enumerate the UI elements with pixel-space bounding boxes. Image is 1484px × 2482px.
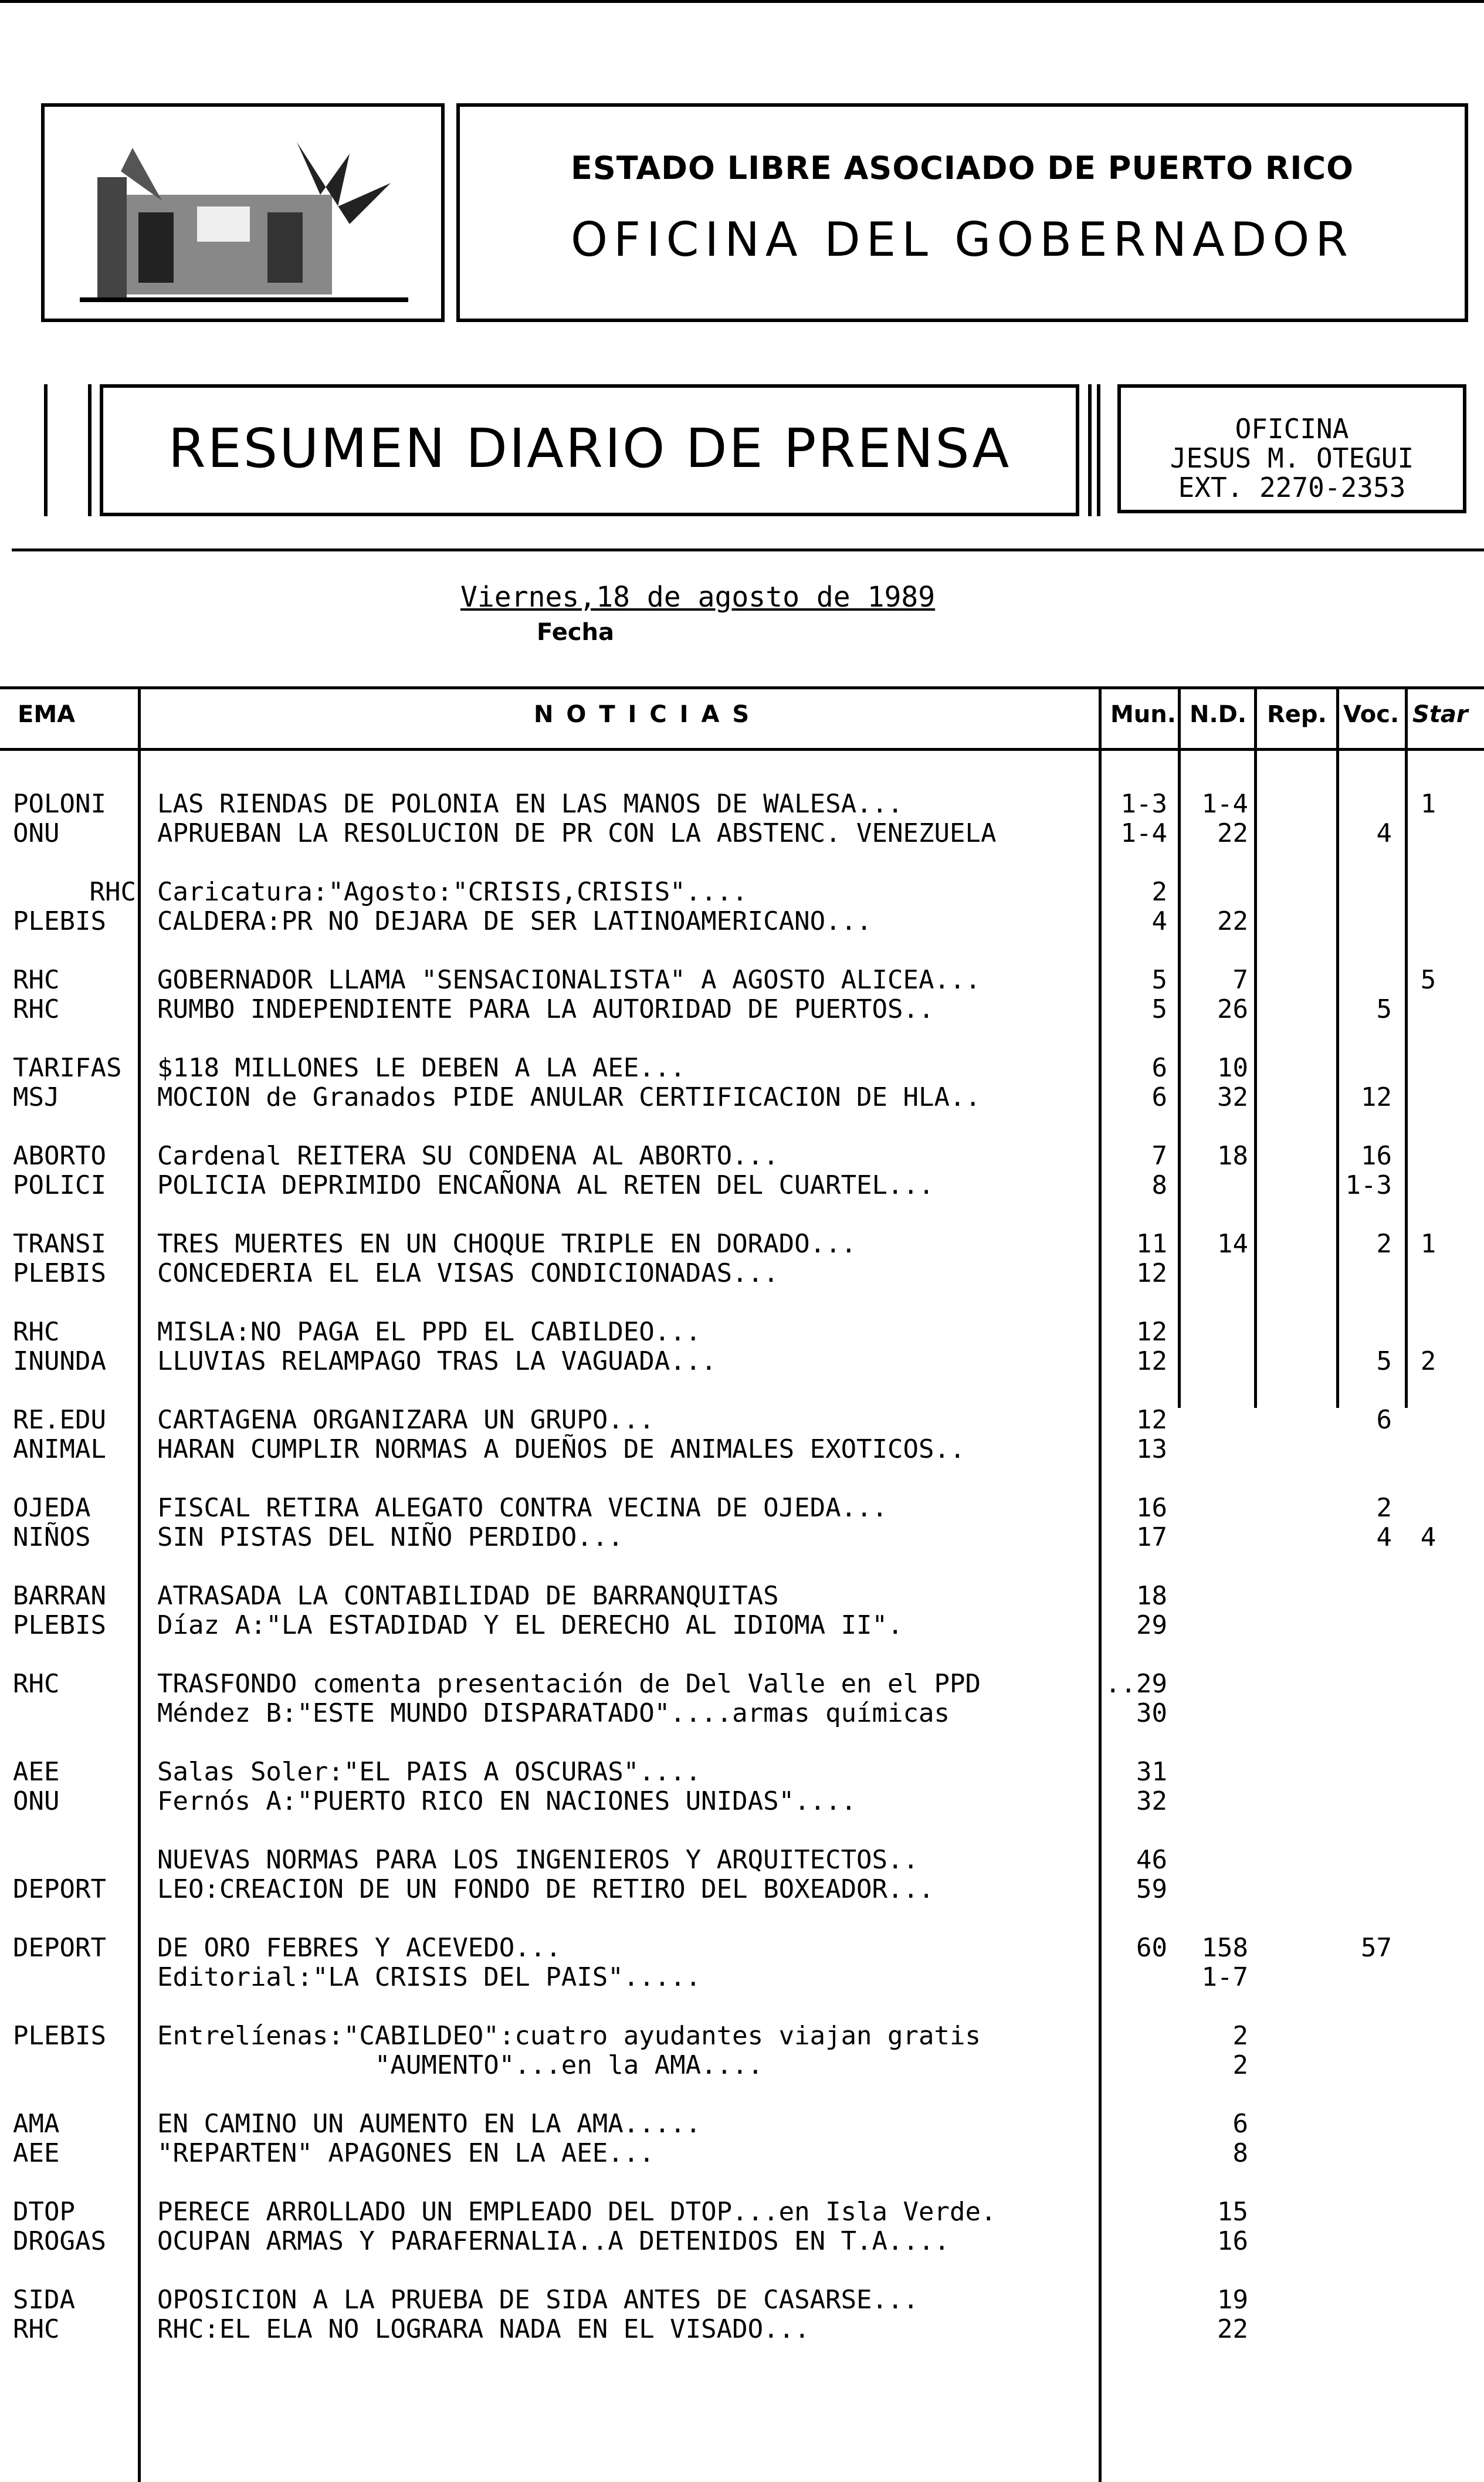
table-row bbox=[0, 1581, 1484, 1611]
voc-page-cell: 2 bbox=[1376, 1493, 1392, 1523]
mun-page-cell: 12 bbox=[1136, 1317, 1167, 1347]
tema-cell: NIÑOS bbox=[13, 1522, 91, 1552]
table-row bbox=[0, 1493, 1484, 1523]
mun-page-cell: 32 bbox=[1136, 1786, 1167, 1816]
star-page-cell: 5 bbox=[1420, 965, 1436, 995]
table-row bbox=[0, 2314, 1484, 2344]
table-row bbox=[0, 2138, 1484, 2168]
table-row bbox=[0, 2285, 1484, 2315]
headline-cell: TRES MUERTES EN UN CHOQUE TRIPLE EN DORADO... bbox=[157, 1229, 857, 1259]
tema-cell: AEE bbox=[13, 2138, 60, 2168]
tema-cell: OJEDA bbox=[13, 1493, 91, 1523]
headline-cell: "AUMENTO"...en la AMA.... bbox=[157, 2050, 764, 2080]
headline-cell: Fernós A:"PUERTO RICO EN NACIONES UNIDAS".... bbox=[157, 1786, 857, 1816]
banner-bar-left-2 bbox=[88, 384, 92, 516]
tema-cell: AMA bbox=[13, 2109, 60, 2139]
headline-cell: PERECE ARROLLADO UN EMPLEADO DEL DTOP...en Isla Verde. bbox=[157, 2197, 997, 2227]
table-row bbox=[0, 1053, 1484, 1083]
office-line-2: JESUS M. OTEGUI bbox=[1170, 442, 1414, 474]
top-rule bbox=[0, 0, 1484, 3]
voc-page-cell: 4 bbox=[1376, 818, 1392, 848]
seal-image-box bbox=[41, 103, 445, 322]
table-row bbox=[0, 1757, 1484, 1787]
nd-page-cell: 6 bbox=[1232, 2109, 1248, 2139]
mun-page-cell: 18 bbox=[1136, 1581, 1167, 1611]
date-label: Fecha bbox=[537, 619, 615, 646]
separator-rule bbox=[12, 548, 1484, 551]
nd-page-cell: 2 bbox=[1232, 2021, 1248, 2051]
nd-page-cell: 7 bbox=[1232, 965, 1248, 995]
voc-page-cell: 5 bbox=[1376, 994, 1392, 1024]
mun-page-cell: 6 bbox=[1151, 1053, 1167, 1083]
banner-bar-right-1 bbox=[1088, 384, 1092, 516]
banner-title: RESUMEN DIARIO DE PRENSA bbox=[168, 417, 1011, 480]
office-line-3: EXT. 2270-2353 bbox=[1178, 472, 1406, 503]
tema-cell: PLEBIS bbox=[13, 1258, 106, 1288]
headline-cell: CONCEDERIA EL ELA VISAS CONDICIONADAS... bbox=[157, 1258, 779, 1288]
building-photo-icon bbox=[45, 107, 441, 319]
date-value: Viernes,18 de agosto de 1989 bbox=[460, 581, 936, 614]
headline-cell: HARAN CUMPLIR NORMAS A DUEÑOS DE ANIMALES EXOTICOS.. bbox=[157, 1434, 965, 1464]
nd-page-cell: 2 bbox=[1232, 2050, 1248, 2080]
tema-cell: ONU bbox=[13, 818, 60, 848]
mun-page-cell: 60 bbox=[1136, 1933, 1167, 1963]
office-box bbox=[1117, 384, 1466, 513]
headline-cell: FISCAL RETIRA ALEGATO CONTRA VECINA DE OJEDA... bbox=[157, 1493, 888, 1523]
tema-cell: PLEBIS bbox=[13, 1610, 106, 1640]
headline-cell: SIN PISTAS DEL NIÑO PERDIDO... bbox=[157, 1522, 624, 1552]
tema-cell: POLICI bbox=[13, 1170, 106, 1200]
headline-cell: NUEVAS NORMAS PARA LOS INGENIEROS Y ARQUITECTOS.. bbox=[157, 1845, 919, 1875]
tema-cell: RHC bbox=[13, 994, 60, 1024]
tema-cell: RHC bbox=[13, 1317, 60, 1347]
mun-page-cell: 7 bbox=[1151, 1141, 1167, 1171]
header-line-1: ESTADO LIBRE ASOCIADO DE PUERTO RICO bbox=[570, 150, 1354, 187]
headline-cell: OCUPAN ARMAS Y PARAFERNALIA..A DETENIDOS EN T.A.... bbox=[157, 2226, 950, 2256]
headline-cell: RUMBO INDEPENDIENTE PARA LA AUTORIDAD DE PUERTOS.. bbox=[157, 994, 934, 1024]
nd-page-cell: 19 bbox=[1217, 2285, 1248, 2315]
mun-page-cell: 4 bbox=[1151, 906, 1167, 936]
table-row bbox=[0, 2226, 1484, 2256]
headline-cell: RHC:EL ELA NO LOGRARA NADA EN EL VISADO... bbox=[157, 2314, 810, 2344]
mun-page-cell: 30 bbox=[1136, 1698, 1167, 1728]
tema-cell: DTOP bbox=[13, 2197, 75, 2227]
nd-page-cell: 22 bbox=[1217, 818, 1248, 848]
table-row bbox=[0, 818, 1484, 848]
nd-page-cell: 22 bbox=[1217, 2314, 1248, 2344]
headline-cell: "REPARTEN" APAGONES EN LA AEE... bbox=[157, 2138, 655, 2168]
table-top-rule bbox=[0, 686, 1484, 689]
headline-cell: $118 MILLONES LE DEBEN A LA AEE... bbox=[157, 1053, 686, 1083]
table-row bbox=[0, 2050, 1484, 2080]
header-line-2: OFICINA DEL GOBERNADOR bbox=[571, 212, 1354, 267]
nd-page-cell: 14 bbox=[1217, 1229, 1248, 1259]
headline-cell: CARTAGENA ORGANIZARA UN GRUPO... bbox=[157, 1405, 655, 1435]
tema-cell: ONU bbox=[13, 1786, 60, 1816]
headline-cell: Entrelíenas:"CABILDEO":cuatro ayudantes viajan gratis bbox=[157, 2021, 981, 2051]
table-row bbox=[0, 1698, 1484, 1728]
tema-cell: SIDA bbox=[13, 2285, 75, 2315]
tema-cell: RHC bbox=[89, 877, 136, 907]
table-row bbox=[0, 1669, 1484, 1699]
nd-page-cell: 158 bbox=[1201, 1933, 1248, 1963]
headline-cell: MOCION de Granados PIDE ANULAR CERTIFICACION DE HLA.. bbox=[157, 1082, 981, 1112]
table-row bbox=[0, 1405, 1484, 1435]
table-row bbox=[0, 2197, 1484, 2227]
table-row bbox=[0, 1317, 1484, 1347]
headline-cell: Editorial:"LA CRISIS DEL PAIS"..... bbox=[157, 1962, 702, 1992]
headline-cell: LLUVIAS RELAMPAGO TRAS LA VAGUADA... bbox=[157, 1346, 717, 1376]
tema-cell: ABORTO bbox=[13, 1141, 106, 1171]
table-row bbox=[0, 789, 1484, 819]
tema-cell: DEPORT bbox=[13, 1933, 106, 1963]
table-head-rule bbox=[0, 748, 1484, 751]
table-row bbox=[0, 1346, 1484, 1376]
tema-cell: RHC bbox=[13, 1669, 60, 1699]
mun-page-cell: 11 bbox=[1136, 1229, 1167, 1259]
mun-page-cell: 5 bbox=[1151, 965, 1167, 995]
headline-cell: DE ORO FEBRES Y ACEVEDO... bbox=[157, 1933, 561, 1963]
table-row bbox=[0, 1229, 1484, 1259]
headline-cell: Caricatura:"Agosto:"CRISIS,CRISIS".... bbox=[157, 877, 748, 907]
voc-page-cell: 4 bbox=[1376, 1522, 1392, 1552]
tema-cell: TRANSI bbox=[13, 1229, 106, 1259]
table-row bbox=[0, 1610, 1484, 1640]
column-header-mun: Mun. bbox=[1110, 701, 1176, 728]
mun-page-cell: 12 bbox=[1136, 1405, 1167, 1435]
banner-bar-left-1 bbox=[44, 384, 48, 516]
table-row bbox=[0, 965, 1484, 995]
column-header-voc: Voc. bbox=[1343, 701, 1400, 728]
tema-cell: BARRAN bbox=[13, 1581, 106, 1611]
table-row bbox=[0, 1170, 1484, 1200]
tema-cell: AEE bbox=[13, 1757, 60, 1787]
headline-cell: ATRASADA LA CONTABILIDAD DE BARRANQUITAS bbox=[157, 1581, 779, 1611]
column-header-nd: N.D. bbox=[1190, 701, 1247, 728]
headline-cell: GOBERNADOR LLAMA "SENSACIONALISTA" A AGOSTO ALICEA... bbox=[157, 965, 981, 995]
table-row bbox=[0, 1786, 1484, 1816]
office-line-1: OFICINA bbox=[1235, 413, 1349, 445]
headline-cell: CALDERA:PR NO DEJARA DE SER LATINOAMERICANO... bbox=[157, 906, 872, 936]
nd-page-cell: 16 bbox=[1217, 2226, 1248, 2256]
mun-page-cell: 59 bbox=[1136, 1874, 1167, 1904]
voc-page-cell: 2 bbox=[1376, 1229, 1392, 1259]
tema-cell: MSJ bbox=[13, 1082, 60, 1112]
tema-cell: RHC bbox=[13, 2314, 60, 2344]
table-row bbox=[0, 1522, 1484, 1552]
nd-page-cell: 1-4 bbox=[1201, 789, 1248, 819]
headline-cell: EN CAMINO UN AUMENTO EN LA AMA..... bbox=[157, 2109, 702, 2139]
tema-cell: RE.EDU bbox=[13, 1405, 106, 1435]
mun-page-cell: 29 bbox=[1136, 1610, 1167, 1640]
mun-page-cell: 1-4 bbox=[1120, 818, 1167, 848]
tema-cell: PLEBIS bbox=[13, 2021, 106, 2051]
tema-cell: PLEBIS bbox=[13, 906, 106, 936]
headline-cell: OPOSICION A LA PRUEBA DE SIDA ANTES DE CASARSE... bbox=[157, 2285, 919, 2315]
table-row bbox=[0, 1141, 1484, 1171]
column-header-noticias: N O T I C I A S bbox=[534, 701, 752, 728]
voc-page-cell: 12 bbox=[1361, 1082, 1392, 1112]
mun-page-cell: 16 bbox=[1136, 1493, 1167, 1523]
tema-cell: TARIFAS bbox=[13, 1053, 122, 1083]
table-row bbox=[0, 1258, 1484, 1288]
table-row bbox=[0, 1434, 1484, 1464]
table-row bbox=[0, 877, 1484, 907]
table-row bbox=[0, 906, 1484, 936]
star-page-cell: 2 bbox=[1420, 1346, 1436, 1376]
mun-page-cell: 6 bbox=[1151, 1082, 1167, 1112]
column-header-tema: EMA bbox=[18, 701, 76, 728]
nd-page-cell: 26 bbox=[1217, 994, 1248, 1024]
table-row bbox=[0, 2021, 1484, 2051]
mun-page-cell: 2 bbox=[1151, 877, 1167, 907]
tema-cell: POLONI bbox=[13, 789, 106, 819]
headline-cell: TRASFONDO comenta presentación de Del Valle en el PPD bbox=[157, 1669, 981, 1699]
headline-cell: Salas Soler:"EL PAIS A OSCURAS".... bbox=[157, 1757, 702, 1787]
headline-cell: Cardenal REITERA SU CONDENA AL ABORTO... bbox=[157, 1141, 779, 1171]
table-row bbox=[0, 1874, 1484, 1904]
table-row bbox=[0, 2109, 1484, 2139]
mun-page-cell: 12 bbox=[1136, 1346, 1167, 1376]
mun-page-cell: ..29 bbox=[1105, 1669, 1167, 1699]
nd-page-cell: 8 bbox=[1232, 2138, 1248, 2168]
mun-page-cell: 17 bbox=[1136, 1522, 1167, 1552]
star-page-cell: 1 bbox=[1420, 1229, 1436, 1259]
nd-page-cell: 15 bbox=[1217, 2197, 1248, 2227]
voc-page-cell: 16 bbox=[1361, 1141, 1392, 1171]
tema-cell: ANIMAL bbox=[13, 1434, 106, 1464]
headline-cell: APRUEBAN LA RESOLUCION DE PR CON LA ABSTENC. VENEZUELA bbox=[157, 818, 997, 848]
column-header-star: Star bbox=[1412, 701, 1468, 728]
headline-cell: POLICIA DEPRIMIDO ENCAÑONA AL RETEN DEL CUARTEL... bbox=[157, 1170, 934, 1200]
mun-page-cell: 46 bbox=[1136, 1845, 1167, 1875]
headline-cell: MISLA:NO PAGA EL PPD EL CABILDEO... bbox=[157, 1317, 702, 1347]
tema-cell: RHC bbox=[13, 965, 60, 995]
mun-page-cell: 13 bbox=[1136, 1434, 1167, 1464]
voc-page-cell: 6 bbox=[1376, 1405, 1392, 1435]
nd-page-cell: 22 bbox=[1217, 906, 1248, 936]
column-header-rep: Rep. bbox=[1267, 701, 1327, 728]
mun-page-cell: 12 bbox=[1136, 1258, 1167, 1288]
banner-title-box bbox=[100, 384, 1079, 516]
mun-page-cell: 5 bbox=[1151, 994, 1167, 1024]
mun-page-cell: 8 bbox=[1151, 1170, 1167, 1200]
nd-page-cell: 1-7 bbox=[1201, 1962, 1248, 1992]
table-row bbox=[0, 1082, 1484, 1112]
nd-page-cell: 32 bbox=[1217, 1082, 1248, 1112]
headline-cell: Méndez B:"ESTE MUNDO DISPARATADO"....armas químicas bbox=[157, 1698, 950, 1728]
voc-page-cell: 57 bbox=[1361, 1933, 1392, 1963]
mun-page-cell: 1-3 bbox=[1120, 789, 1167, 819]
voc-page-cell: 1-3 bbox=[1345, 1170, 1392, 1200]
star-page-cell: 1 bbox=[1420, 789, 1436, 819]
mun-page-cell: 31 bbox=[1136, 1757, 1167, 1787]
nd-page-cell: 18 bbox=[1217, 1141, 1248, 1171]
tema-cell: DROGAS bbox=[13, 2226, 106, 2256]
tema-cell: INUNDA bbox=[13, 1346, 106, 1376]
voc-page-cell: 5 bbox=[1376, 1346, 1392, 1376]
nd-page-cell: 10 bbox=[1217, 1053, 1248, 1083]
table-row bbox=[0, 994, 1484, 1024]
table-row bbox=[0, 1962, 1484, 1992]
headline-cell: Díaz A:"LA ESTADIDAD Y EL DERECHO AL IDIOMA II". bbox=[157, 1610, 903, 1640]
star-page-cell: 4 bbox=[1420, 1522, 1436, 1552]
headline-cell: LAS RIENDAS DE POLONIA EN LAS MANOS DE WALESA... bbox=[157, 789, 903, 819]
table-row bbox=[0, 1845, 1484, 1875]
header-title-box bbox=[456, 103, 1468, 322]
table-row bbox=[0, 1933, 1484, 1963]
headline-cell: LEO:CREACION DE UN FONDO DE RETIRO DEL BOXEADOR... bbox=[157, 1874, 934, 1904]
tema-cell: DEPORT bbox=[13, 1874, 106, 1904]
banner-bar-right-2 bbox=[1097, 384, 1100, 516]
